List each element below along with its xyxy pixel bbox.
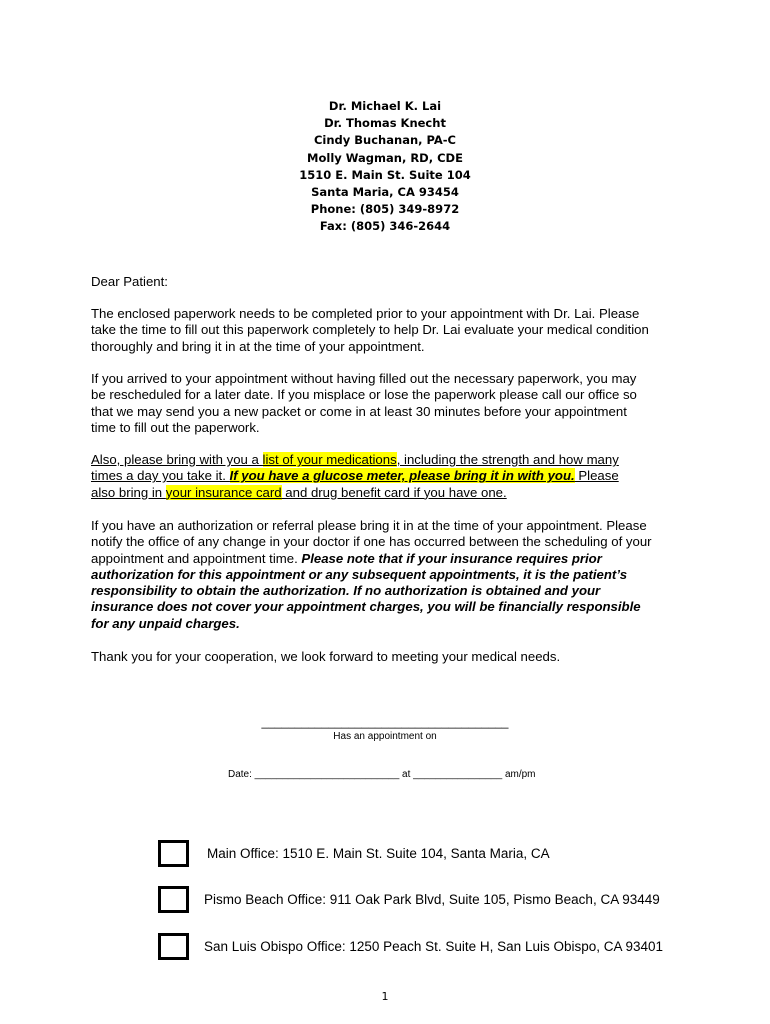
office-option-pismo-beach bbox=[158, 882, 660, 916]
paragraph-line: insurance does not cover your appointment charges, you will be financially responsible bbox=[91, 599, 641, 615]
paragraph-line: The enclosed paperwork needs to be completed prior to your appointment with Dr. Lai. Please bbox=[91, 306, 640, 321]
paragraph-line: responsibility to obtain the authorization. If no authorization is obtained and your bbox=[91, 583, 601, 599]
letterhead bbox=[0, 98, 770, 236]
paragraph-line: If you have an authorization or referral please bring it in at the time of your appointment. Please bbox=[91, 518, 647, 533]
office-option-main bbox=[158, 836, 550, 870]
letterhead-line: Santa Maria, CA 93454 bbox=[311, 185, 459, 200]
letterhead-line: Dr. Thomas Knecht bbox=[324, 116, 446, 131]
salutation: Dear Patient: bbox=[91, 274, 168, 289]
office-checkbox[interactable] bbox=[158, 886, 189, 913]
page-number: 1 bbox=[381, 990, 389, 1003]
paragraph-thanks: Thank you for your cooperation, we look forward to meeting your medical needs. bbox=[91, 649, 561, 664]
paragraph-bring-items bbox=[91, 452, 691, 501]
office-label: Main Office: 1510 E. Main St. Suite 104, Santa Maria, CA bbox=[207, 845, 550, 861]
letterhead-line: Dr. Michael K. Lai bbox=[328, 99, 442, 113]
letterhead-line: Phone: (805) 349-8972 bbox=[310, 202, 460, 217]
paragraph-line: time to fill out the paperwork. bbox=[91, 419, 260, 435]
office-label: San Luis Obispo Office: 1250 Peach St. Suite H, San Luis Obispo, CA 93401 bbox=[204, 938, 664, 954]
highlight-glucose-meter: If you have a glucose meter, please bring it in with you. bbox=[229, 468, 575, 484]
letterhead-line: Cindy Buchanan, PA-C bbox=[313, 133, 456, 148]
paragraph-line: thoroughly and bring it in at the time of your appointment. bbox=[91, 338, 425, 354]
paragraph-line: appointment and appointment time. Please note that if your insurance requires prior bbox=[91, 550, 602, 566]
office-option-san-luis-obispo bbox=[158, 929, 663, 963]
paragraph-line: that we may send you a new packet or come in at least 30 minutes before your appointment bbox=[91, 403, 627, 419]
highlight-insurance-card: your insurance card bbox=[165, 484, 282, 500]
paragraph-line: Also, please bring with you a list of your medications, including the strength and how many bbox=[91, 452, 619, 467]
paragraph-line: times a day you take it. If you have a glucose meter, please bring it in with you. Please bbox=[91, 468, 619, 484]
paragraph-line: be rescheduled for a later date. If you misplace or lose the paperwork please call our office so bbox=[91, 387, 637, 403]
signature-line: _____________________________________ bbox=[261, 715, 509, 729]
office-label: Pismo Beach Office: 911 Oak Park Blvd, Suite 105, Pismo Beach, CA 93449 bbox=[204, 891, 660, 907]
appointment-date-line: Date: __________________________ at ________________ am/pm bbox=[228, 769, 536, 780]
paragraph-authorization bbox=[91, 518, 691, 632]
paragraph-line: take the time to fill out this paperwork completely to help Dr. Lai evaluate your medical condition bbox=[91, 322, 649, 338]
paragraph-line: If you arrived to your appointment without having filled out the necessary paperwork, you may bbox=[91, 371, 637, 386]
paragraph-line: notify the office of any change in your doctor if one has occurred between the scheduling of your bbox=[91, 534, 652, 550]
letterhead-line: Fax: (805) 346-2644 bbox=[319, 219, 451, 234]
highlight-medications: list of your medications bbox=[262, 452, 397, 467]
paragraph-reschedule bbox=[91, 371, 691, 436]
paragraph-paperwork bbox=[91, 306, 691, 355]
office-checkbox[interactable] bbox=[158, 840, 189, 867]
paragraph-line: for any unpaid charges. bbox=[91, 615, 240, 631]
paragraph-line: also bring in your insurance card and drug benefit card if you have one. bbox=[91, 484, 507, 500]
letterhead-line: 1510 E. Main St. Suite 104 bbox=[299, 167, 471, 182]
office-checkbox[interactable] bbox=[158, 933, 189, 960]
signature-caption: Has an appointment on bbox=[333, 731, 437, 742]
letterhead-line: Molly Wagman, RD, CDE bbox=[307, 150, 463, 165]
paragraph-line: authorization for this appointment or any subsequent appointments, it is the patient’s bbox=[91, 566, 628, 582]
